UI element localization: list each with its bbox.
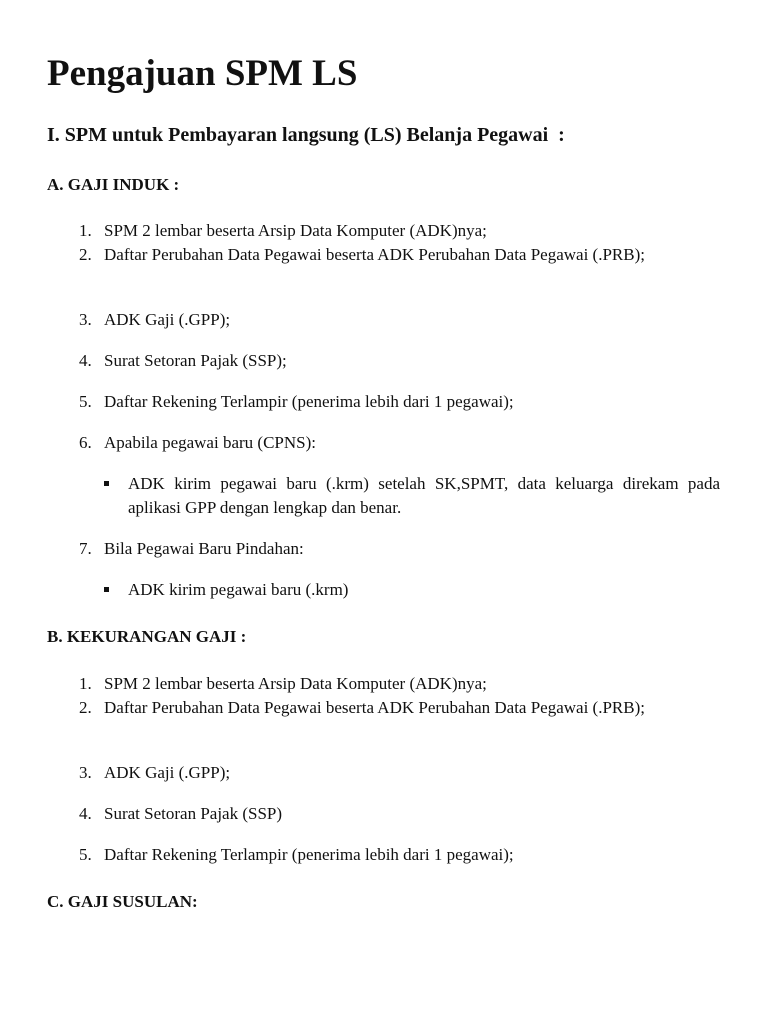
heading-kekurangan-gaji: B. KEKURANGAN GAJI : [47, 627, 247, 646]
list-item-text: Apabila pegawai baru (CPNS): [104, 433, 316, 452]
list-item [79, 802, 720, 826]
list-item-text: Surat Setoran Pajak (SSP) [104, 804, 283, 823]
list-item-text: Daftar Perubahan Data Pegawai beserta ADK Perubahan Data Pegawai (.PRB); [104, 698, 645, 717]
list-item-number: 7. [79, 539, 92, 558]
bullet-item [128, 472, 720, 520]
list-item-text: Daftar Rekening Terlampir (penerima lebih dari 1 pegawai); [104, 392, 514, 411]
square-bullet-icon [104, 481, 109, 486]
bullet-text: ADK kirim pegawai baru (.krm) [128, 580, 349, 599]
list-item-number: 6. [79, 433, 92, 452]
list-item-number: 4. [79, 351, 92, 370]
list-item-number: 2. [79, 245, 92, 264]
list-item [79, 219, 720, 243]
heading-gaji-induk: A. GAJI INDUK : [47, 175, 180, 194]
list-item-number: 2. [79, 698, 92, 717]
list-item [79, 390, 720, 414]
list-item-number: 4. [79, 804, 92, 823]
list-item-number: 1. [79, 674, 92, 693]
list-item-text: SPM 2 lembar beserta Arsip Data Komputer (ADK)nya; [104, 221, 487, 240]
list-item [79, 243, 720, 267]
heading-gaji-susulan: C. GAJI SUSULAN: [47, 892, 198, 911]
list-item-text: ADK Gaji (.GPP); [104, 310, 231, 329]
list-item [79, 761, 720, 785]
list-item [79, 349, 720, 373]
list-item-text: ADK Gaji (.GPP); [104, 763, 231, 782]
bullet-text: ADK kirim pegawai baru (.krm) setelah SK,SPMT, data keluarga direkam pada aplikasi GPP dengan lengkap dan benar. [128, 474, 720, 517]
list-item-number: 5. [79, 392, 92, 411]
list-item-number: 3. [79, 310, 92, 329]
list-item-number: 1. [79, 221, 92, 240]
list-item [79, 843, 720, 867]
square-bullet-icon [104, 587, 109, 592]
list-item-text: Bila Pegawai Baru Pindahan: [104, 539, 304, 558]
list-item [79, 537, 720, 561]
list-item-text: SPM 2 lembar beserta Arsip Data Komputer (ADK)nya; [104, 674, 487, 693]
list-item-text: Daftar Perubahan Data Pegawai beserta ADK Perubahan Data Pegawai (.PRB); [104, 245, 645, 264]
list-item-number: 5. [79, 845, 92, 864]
list-item [79, 308, 720, 332]
page-title: Pengajuan SPM LS [47, 53, 358, 94]
list-item [79, 672, 720, 696]
list-item-text: Daftar Rekening Terlampir (penerima lebih dari 1 pegawai); [104, 845, 514, 864]
list-item [79, 696, 720, 720]
list-item [79, 431, 720, 455]
section-title: I. SPM untuk Pembayaran langsung (LS) Belanja Pegawai : [47, 124, 565, 146]
list-item-number: 3. [79, 763, 92, 782]
list-item-text: Surat Setoran Pajak (SSP); [104, 351, 287, 370]
bullet-item [128, 578, 720, 602]
